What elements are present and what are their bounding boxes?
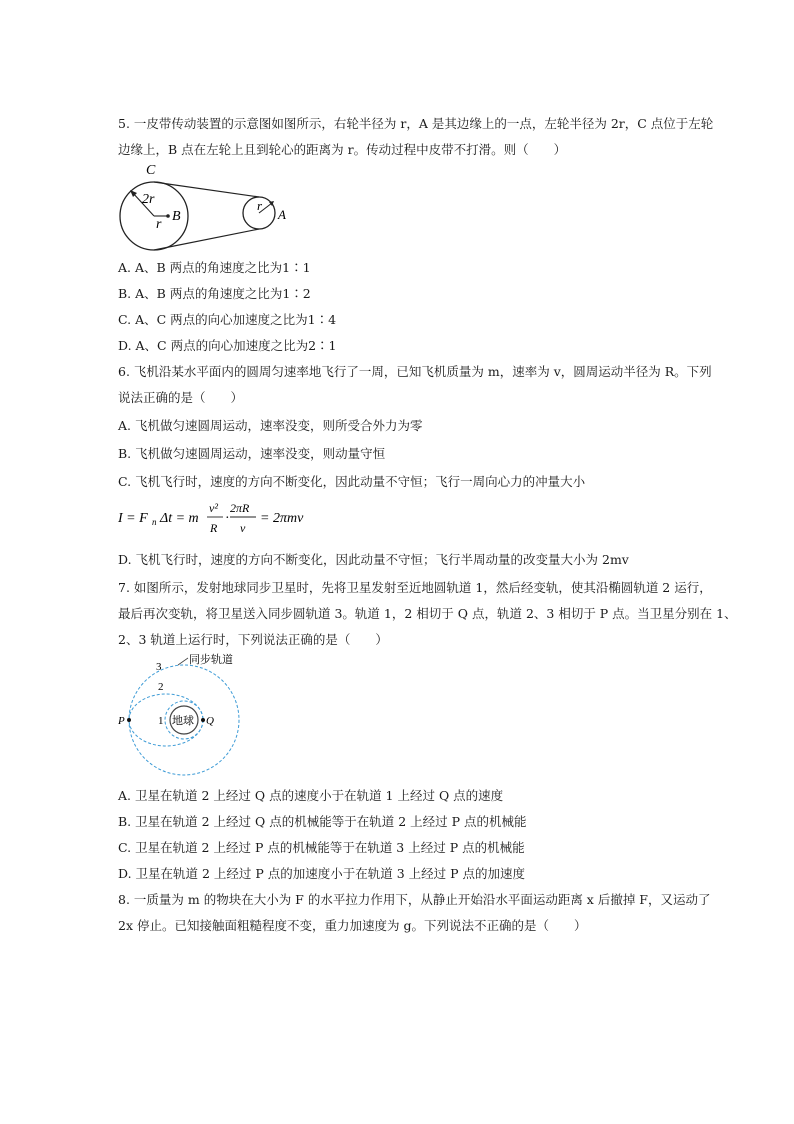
q6-option-c: C. 飞机飞行时，速度的方向不断变化，因此动量不守恒；飞行一周向心力的冲量大小 — [118, 474, 586, 489]
q6-stem-line-1: 6. 飞机沿某水平面内的圆周匀速率地飞行了一周，已知飞机质量为 m，速率为 v，圆周运动半径为 R。下列 — [118, 364, 712, 379]
label-earth: 地球 — [172, 715, 194, 727]
label-r-left: r — [156, 217, 162, 232]
formula-frac2-num: 2πR — [230, 501, 250, 515]
satellite-orbits-figure — [112, 650, 262, 780]
impulse-formula — [116, 496, 316, 540]
q5-stem-line-2: 边缘上，B 点在左轮上且到轮心的距离为 r。传动过程中皮带不打滑。则（ ） — [118, 142, 567, 157]
formula-frac1-den: R — [210, 521, 218, 535]
q6-option-a: A. 飞机做匀速圆周运动，速率没变，则所受合外力为零 — [118, 418, 423, 433]
belt-top — [154, 182, 259, 197]
label-sync-orbit: 同步轨道 — [189, 654, 233, 666]
q5-option-c: C. A、C 两点的向心加速度之比为1∶4 — [118, 312, 337, 327]
q6-stem-line-2: 说法正确的是（ ） — [118, 390, 244, 405]
label-b: B — [172, 209, 181, 224]
sync-label-leader — [178, 658, 188, 665]
formula-frac2-den: v — [240, 521, 246, 535]
q7-option-c: C. 卫星在轨道 2 上经过 P 点的机械能等于在轨道 3 上经过 P 点的机械能 — [118, 840, 525, 855]
formula-frac1-num: v² — [209, 501, 218, 515]
label-orbit-2: 2 — [158, 681, 164, 693]
belt-bottom — [154, 229, 259, 250]
formula-dt: Δt = m — [160, 511, 199, 526]
q5-option-a: A. A、B 两点的角速度之比为1∶1 — [118, 260, 311, 275]
label-2r: 2r — [142, 192, 155, 207]
belt-pulley-figure — [112, 160, 302, 255]
q7-stem-line-2: 最后再次变轨，将卫星送入同步圆轨道 3。轨道 1，2 相切于 Q 点，轨道 2、3 相切于 P 点。当卫星分别在 1、 — [118, 606, 737, 621]
label-r-right: r — [257, 198, 263, 213]
q5-option-d: D. A、C 两点的向心加速度之比为2∶1 — [118, 338, 337, 353]
q7-option-a: A. 卫星在轨道 2 上经过 Q 点的速度小于在轨道 1 上经过 Q 点的速度 — [118, 788, 504, 803]
q5-option-b: B. A、B 两点的角速度之比为1∶2 — [118, 286, 311, 301]
point-p — [127, 718, 131, 722]
formula-sub: n — [152, 517, 157, 527]
formula-rhs: = 2πmv — [260, 511, 304, 526]
label-c: C — [146, 163, 156, 178]
q5-stem-line-1: 5. 一皮带传动装置的示意图如图所示，右轮半径为 r，A 是其边缘上的一点，左轮半径为 2r，C 点位于左轮 — [118, 116, 714, 131]
label-q: Q — [206, 715, 214, 727]
q7-stem-line-1: 7. 如图所示，发射地球同步卫星时，先将卫星发射至近地圆轨道 1，然后经变轨，使其沿椭圆轨道 2 运行， — [118, 580, 712, 595]
q7-stem-line-3: 2、3 轨道上运行时，下列说法正确的是（ ） — [118, 632, 388, 647]
point-q — [201, 718, 205, 722]
q8-stem-line-1: 8. 一质量为 m 的物块在大小为 F 的水平拉力作用下，从静止开始沿水平面运动距离 x 后撤掉 F，又运动了 — [118, 892, 711, 907]
label-orbit-1: 1 — [158, 715, 164, 727]
q7-option-b: B. 卫星在轨道 2 上经过 Q 点的机械能等于在轨道 2 上经过 P 点的机械能 — [118, 814, 527, 829]
formula-dot: · — [225, 511, 230, 526]
label-p: P — [118, 715, 125, 727]
q8-stem-line-2: 2x 停止。已知接触面粗糙程度不变，重力加速度为 g。下列说法不正确的是（ ） — [118, 918, 587, 933]
point-b — [166, 214, 170, 218]
label-orbit-3: 3 — [156, 661, 162, 673]
formula-lhs: I = F — [118, 511, 148, 526]
q6-option-b: B. 飞机做匀速圆周运动，速率没变，则动量守恒 — [118, 446, 386, 461]
label-a: A — [278, 207, 286, 222]
q6-option-d: D. 飞机飞行时，速度的方向不断变化，因此动量不守恒；飞行半周动量的改变量大小为 2mv — [118, 552, 629, 567]
q7-option-d: D. 卫星在轨道 2 上经过 P 点的加速度小于在轨道 3 上经过 P 点的加速度 — [118, 866, 526, 881]
